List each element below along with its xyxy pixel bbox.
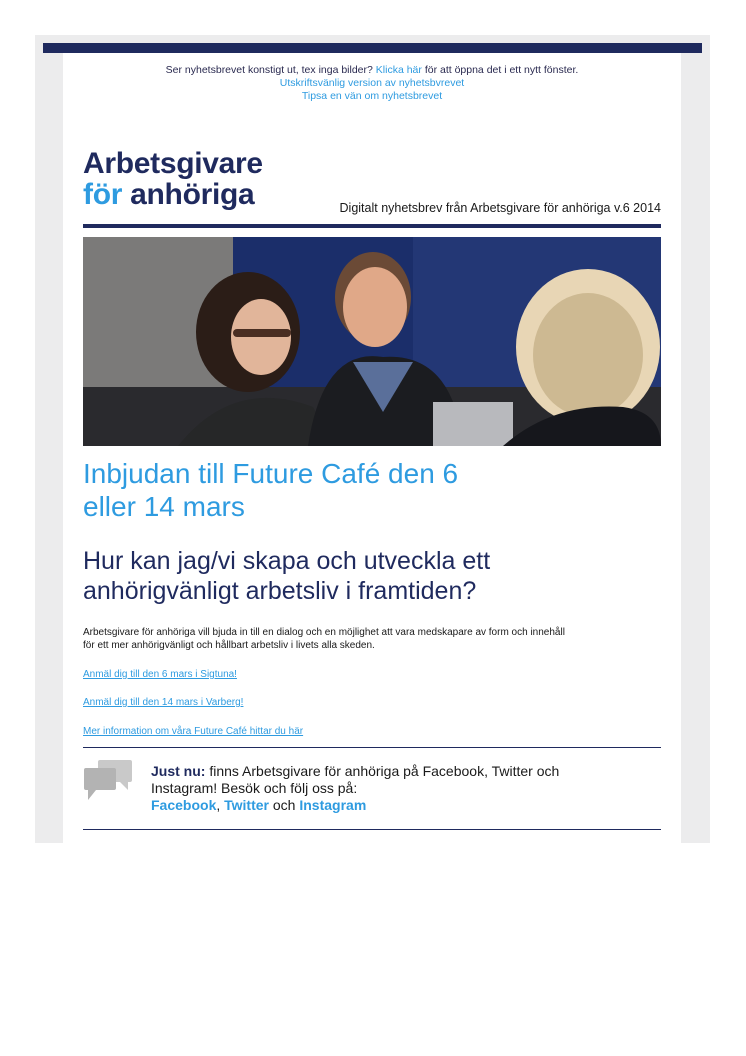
social-and: och bbox=[272, 797, 296, 813]
instagram-link[interactable]: Instagram bbox=[299, 797, 367, 813]
headline-line-2: eller 14 mars bbox=[83, 491, 245, 522]
article-subheading bbox=[83, 546, 661, 606]
logo-line2 bbox=[83, 179, 263, 210]
social-text-1: finns Arbetsgivare för anhöriga på Facebook, Twitter och bbox=[209, 763, 560, 779]
article-body bbox=[83, 626, 673, 652]
social-callout: Just nu: finns Arbetsgivare för anhöriga på Facebook, Twitter och Instagram! Besök och följ oss på: Facebook, Twitter och Instagram bbox=[151, 763, 651, 814]
body-line-2: för ett mer anhörigvänligt och hållbart arbetsliv i livets alla skeden. bbox=[83, 640, 375, 651]
social-label: Just nu: bbox=[151, 763, 206, 779]
logo-line1: Arbetsgivare bbox=[83, 147, 263, 180]
section-divider-top bbox=[83, 747, 661, 748]
logo-word-anhoriga: anhöriga bbox=[130, 178, 255, 211]
newsletter-tagline: Digitalt nyhetsbrev från Arbetsgivare för anhöriga v.6 2014 bbox=[339, 201, 661, 215]
hero-photo bbox=[83, 237, 661, 446]
social-text-2: Instagram! Besök och följ oss på: bbox=[151, 780, 358, 796]
register-sigtuna-link[interactable]: Anmäl dig till den 6 mars i Sigtuna! bbox=[83, 669, 237, 680]
facebook-link[interactable]: Facebook bbox=[151, 797, 217, 813]
logo-word-for: för bbox=[83, 178, 123, 211]
section-divider-bottom bbox=[83, 829, 661, 830]
top-bar bbox=[43, 43, 702, 53]
logo bbox=[83, 148, 263, 210]
more-info-link[interactable]: Mer information om våra Future Café hittar du här bbox=[83, 726, 304, 737]
header-divider bbox=[83, 224, 661, 228]
preheader-text-suffix: för att öppna det i ett nytt fönster. bbox=[424, 64, 579, 76]
speech-bubbles-icon bbox=[84, 760, 132, 802]
twitter-link[interactable]: Twitter bbox=[224, 797, 269, 813]
preheader-text: Ser nyhetsbrevet konstigt ut, tex inga bilder? bbox=[165, 64, 373, 76]
article-headline bbox=[83, 457, 661, 523]
print-version-link[interactable]: Utskriftsvänlig version av nyhetsbvrevet bbox=[279, 77, 465, 89]
register-varberg-link[interactable]: Anmäl dig till den 14 mars i Varberg! bbox=[83, 697, 244, 708]
subhead-line-1: Hur kan jag/vi skapa och utveckla ett bbox=[83, 547, 491, 575]
headline-line-1: Inbjudan till Future Café den 6 bbox=[83, 458, 459, 489]
subhead-line-2: anhörigvänligt arbetsliv i framtiden? bbox=[83, 577, 477, 605]
body-line-1: Arbetsgivare för anhöriga vill bjuda in till en dialog och en möjlighet att vara medskapare av form och innehåll bbox=[83, 627, 565, 638]
open-in-window-link[interactable]: Klicka här bbox=[375, 64, 422, 76]
tip-friend-link[interactable]: Tipsa en vän om nyhetsbrevet bbox=[301, 90, 443, 102]
preheader bbox=[63, 64, 681, 103]
